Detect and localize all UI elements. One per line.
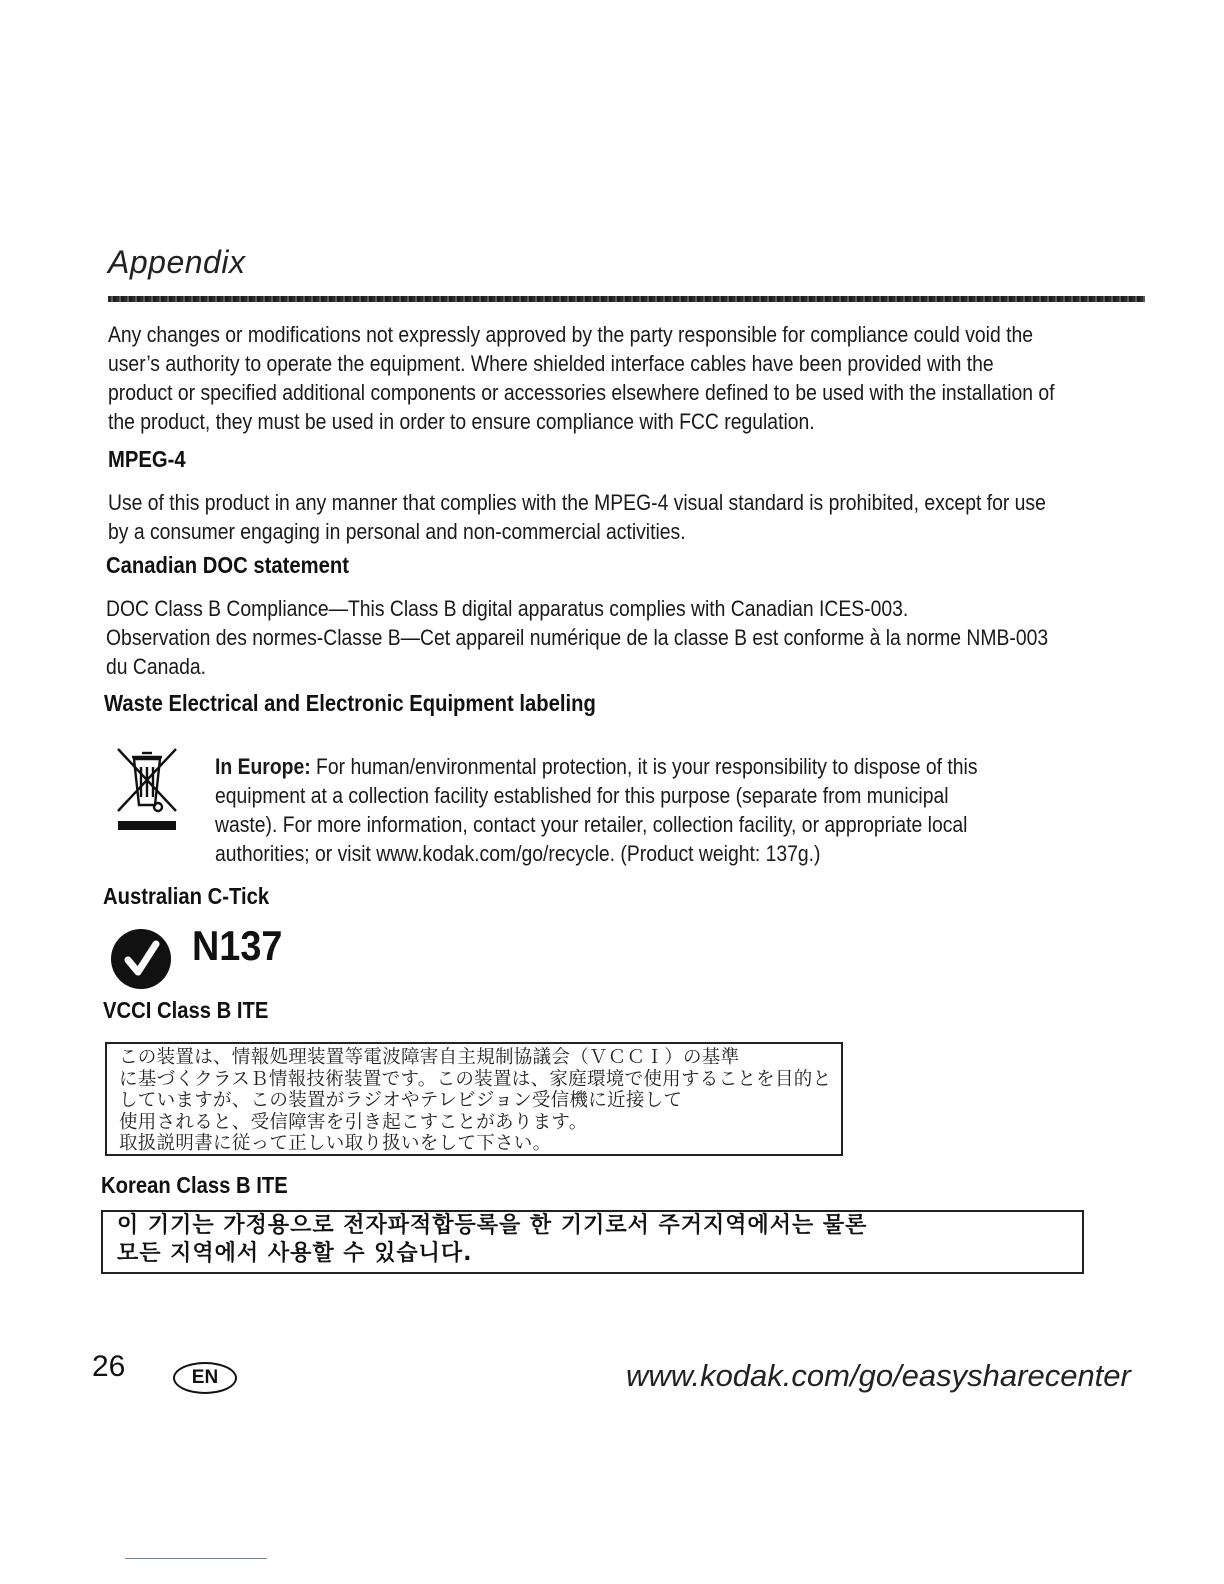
vcci-japanese-text: この装置は、情報処理装置等電波障害自主規制協議会（ＶＣＣＩ）の基準 に基づくクラスＢ情報技術装置です。この装置は、家庭環境で使用することを目的としていますが、この装置がラジオやテレビジョン受信機に近接して 使用されると、受信障害を引き起こすことがあります。 取扱説明書に従って正しい取り扱いをして下さい。 xyxy=(119,1047,832,1154)
footer-url: www.kodak.com/go/easysharecenter xyxy=(626,1358,1131,1393)
page-number: 26 xyxy=(92,1350,126,1383)
korean-heading: Korean Class B ITE xyxy=(101,1172,288,1198)
canadian-doc-french: Observation des normes-Classe B—Cet appareil numérique de la classe B est conforme à la norme NMB-003 du Canada. xyxy=(106,625,1049,679)
canadian-doc-english: DOC Class B Compliance—This Class B digital apparatus complies with Canadian ICES-003. xyxy=(106,596,909,621)
weee-lead: In Europe: xyxy=(215,754,311,779)
weee-body: For human/environmental protection, it is your responsibility to dispose of this equipment at a collection facility established for this purpose (separate from municipal waste). For more information, contact your retailer, collection facility, or appropriate local authorities; or visit www.kodak.com/go/recycle. (Product weight: 137g.) xyxy=(215,754,978,866)
language-badge: EN xyxy=(173,1362,237,1394)
ctick-supplier-code: N137 xyxy=(192,922,283,969)
fcc-paragraph: Any changes or modifications not expressly approved by the party responsible for compliance could void the user’s authority to operate the equipment. Where shielded interface cables have been provided with the product or specified additional components or accessories elsewhere defined to be used with the installation of the product, they must be used in order to ensure compliance with FCC regulation. xyxy=(108,322,1055,434)
c-tick-mark-icon xyxy=(110,928,172,990)
canadian-doc-heading: Canadian DOC statement xyxy=(106,552,349,578)
vcci-notice-box xyxy=(105,1042,843,1156)
mpeg4-heading: MPEG-4 xyxy=(108,446,186,472)
bottom-divider xyxy=(125,1558,267,1559)
page-title: Appendix xyxy=(108,244,246,280)
mpeg4-paragraph: Use of this product in any manner that complies with the MPEG-4 visual standard is prohibited, except for use by a consumer engaging in personal and non-commercial activities. xyxy=(108,490,1046,544)
weee-heading: Waste Electrical and Electronic Equipment labeling xyxy=(104,690,596,716)
crossed-out-wheelie-bin-icon xyxy=(112,745,182,835)
korean-text: 이 기기는 가정용으로 전자파적합등록을 한 기기로서 주거지역에서는 물론 모든 지역에서 사용할 수 있습니다. xyxy=(117,1213,868,1266)
korean-notice-box xyxy=(101,1210,1084,1274)
weee-paragraph xyxy=(215,752,1092,868)
vcci-heading: VCCI Class B ITE xyxy=(103,997,269,1023)
title-divider xyxy=(108,296,1145,302)
ctick-heading: Australian C-Tick xyxy=(103,883,270,909)
